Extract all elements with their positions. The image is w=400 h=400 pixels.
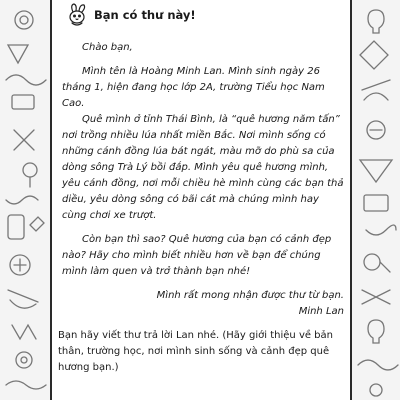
- letter-title: Bạn có thư này!: [94, 8, 196, 22]
- rabbit-mascot-icon: [66, 3, 88, 27]
- letter-signature: Minh Lan: [298, 306, 344, 317]
- letter-page: [52, 0, 350, 400]
- doodle-pattern: [352, 0, 400, 400]
- letter-body: [62, 40, 344, 320]
- letter-paragraph-1: Mình tên là Hoàng Minh Lan. Mình sinh ngày 26 tháng 1, hiện đang học lớp 2A, trường Tiểu học Nam Cao.: [62, 66, 325, 109]
- letter-paragraph-2: Quê mình ở tỉnh Thái Bình, là “quê hương năm tấn” nơi trồng nhiều lúa nhất miền Bắc. Nơi mình sống có những cánh đồng lúa bát ngát, màu mỡ do phù sa của dòng sông Trà Lý bồi đắp. Mình yêu quê hương mình, yêu cánh đồng, nơi mỗi chiều hè mình cùng các bạn thả diều, yêu dòng sông có bãi cát mà chúng mình hay cùng chơi xe trượt.: [62, 114, 344, 221]
- doodle-pattern: [0, 0, 50, 400]
- letter-paragraph-3: Còn bạn thì sao? Quê hương của bạn có cảnh đẹp nào? Hãy cho mình biết nhiều hơn về bạn để chúng mình làm quen và trở thành bạn nhé!: [62, 234, 332, 277]
- letter-greeting: Chào bạn,: [82, 42, 133, 53]
- reply-instruction: Bạn hãy viết thư trả lời Lan nhé. (Hãy giới thiệu về bản thân, trường học, nơi mình sinh sống và cảnh đẹp quê hương bạn.): [58, 330, 333, 373]
- letter-header: [66, 2, 196, 28]
- letter-closing: Mình rất mong nhận được thư từ bạn.: [156, 290, 344, 301]
- left-doodle-border: [0, 0, 52, 400]
- right-doodle-border: [350, 0, 400, 400]
